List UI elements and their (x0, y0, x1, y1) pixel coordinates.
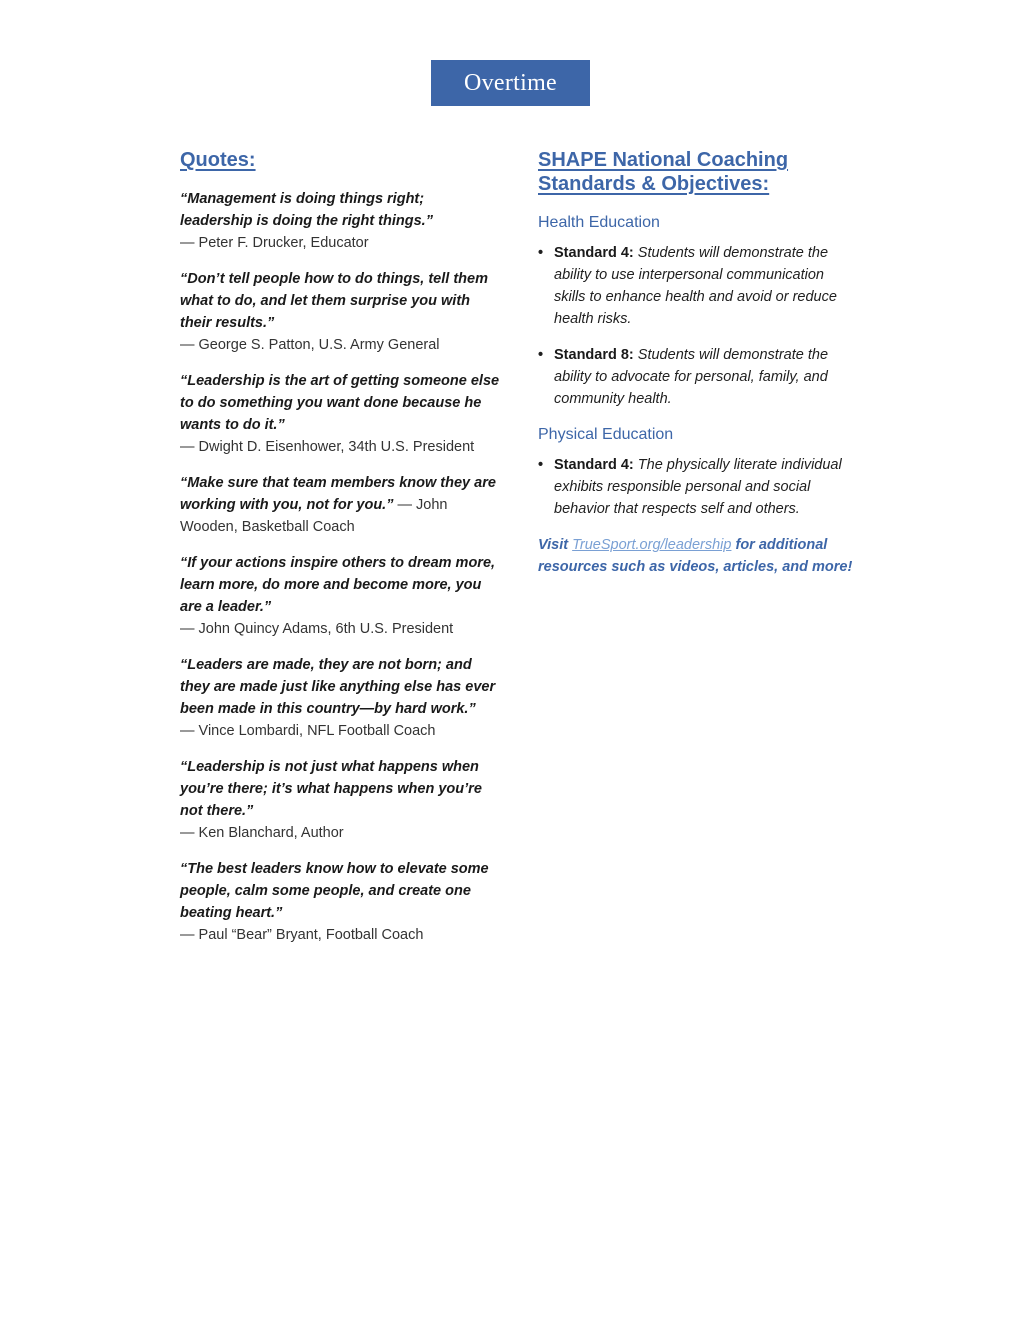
quote-text: “Leadership is not just what happens when you’re there; it’s what happens when you’re not there.” (180, 759, 482, 819)
health-standards-list (538, 242, 858, 410)
bullet-icon: • (538, 245, 544, 261)
quote-text: “Make sure that team members know they are working with you, not for you.” (180, 475, 496, 513)
quotes-title: Quotes: (180, 149, 256, 171)
quote-item (180, 654, 500, 742)
quote-author: — Dwight D. Eisenhower, 34th U.S. President (180, 439, 475, 455)
quote-item (180, 552, 500, 640)
quote-author: — Peter F. Drucker, Educator (180, 235, 369, 251)
quote-item (180, 188, 500, 254)
quotes-column (180, 146, 500, 960)
standard-description: Students will demonstrate the ability to use interpersonal communication skills to enhance health and avoid or reduce health risks. (554, 245, 837, 327)
standard-label: Standard 4: (554, 457, 634, 473)
standard-item (538, 242, 858, 330)
visit-suffix: for additional resources such as videos, articles, and more! (538, 537, 853, 575)
visit-prefix: Visit (538, 537, 569, 553)
health-education-heading: Health Education (538, 214, 660, 231)
bullet-icon: • (538, 457, 544, 473)
quote-author: — John Wooden, Basketball Coach (180, 497, 448, 535)
standard-label: Standard 8: (554, 347, 634, 363)
quote-author: — Paul “Bear” Bryant, Football Coach (180, 927, 424, 943)
standard-item (538, 344, 858, 410)
quote-author: — Vince Lombardi, NFL Football Coach (180, 723, 436, 739)
quote-text: “The best leaders know how to elevate some people, calm some people, and create one beating heart.” (180, 861, 489, 921)
standard-description: Students will demonstrate the ability to advocate for personal, family, and community health. (554, 347, 829, 407)
standard-label: Standard 4: (554, 245, 634, 261)
quote-text: “Leadership is the art of getting someone else to do something you want done because he wants to do it.” (180, 373, 500, 433)
bullet-icon: • (538, 347, 544, 363)
quote-text: “Management is doing things right; leadership is doing the right things.” (180, 191, 433, 229)
physical-education-heading: Physical Education (538, 426, 674, 443)
visit-resources (538, 534, 858, 578)
quote-item (180, 370, 500, 458)
quote-author: — George S. Patton, U.S. Army General (180, 337, 440, 353)
quote-item (180, 268, 500, 356)
standard-item (538, 454, 858, 520)
quote-author: — John Quincy Adams, 6th U.S. President (180, 621, 454, 637)
quote-author: — Ken Blanchard, Author (180, 825, 344, 841)
quote-text: “Don’t tell people how to do things, tell them what to do, and let them surprise you with their results.” (180, 271, 488, 331)
quote-item (180, 472, 500, 538)
truesport-link[interactable]: TrueSport.org/leadership (572, 537, 732, 553)
physical-standards-list (538, 454, 858, 520)
quote-text: “If your actions inspire others to dream more, learn more, do more and become more, you are a leader.” (180, 555, 496, 615)
standard-description: The physically literate individual exhibits responsible personal and social behavior that respects self and others. (554, 457, 842, 517)
quote-item (180, 756, 500, 844)
quote-item (180, 858, 500, 946)
standards-column (538, 146, 858, 578)
quote-text: “Leaders are made, they are not born; and they are made just like anything else has ever been made in this country—by hard work.” (180, 657, 496, 717)
standards-title: SHAPE National Coaching Standards & Objectives: (538, 149, 789, 195)
header-badge (431, 60, 590, 106)
header-title: Overtime (463, 69, 558, 96)
